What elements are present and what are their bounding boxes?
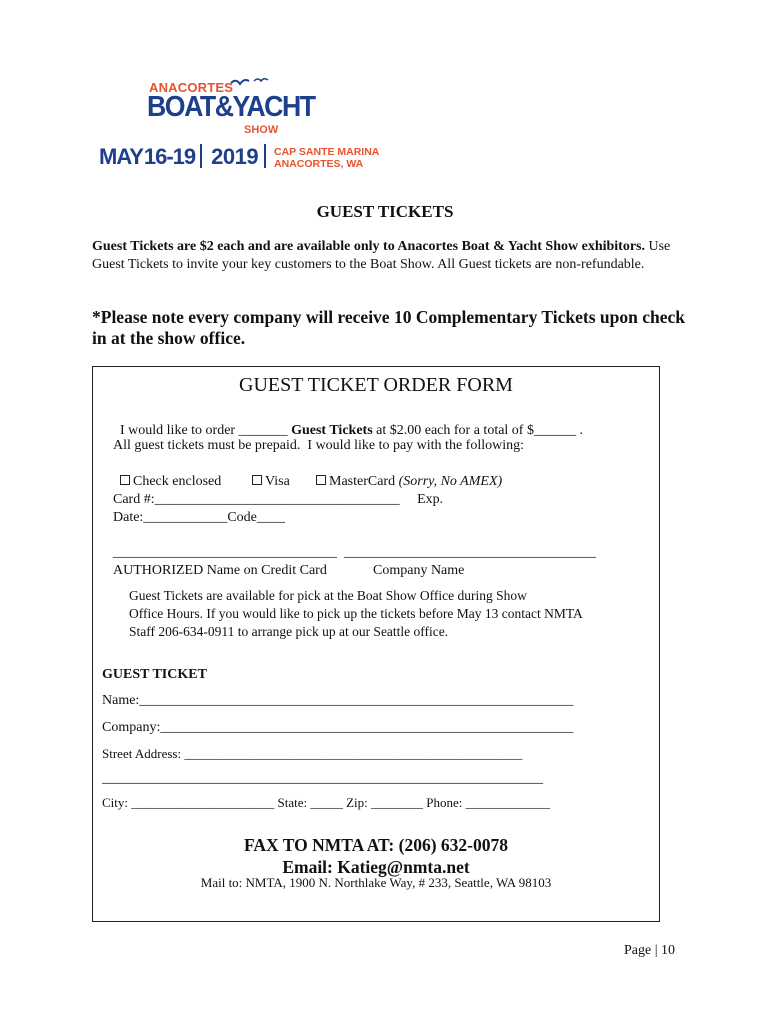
no-amex-note: (Sorry, No AMEX) (398, 474, 503, 489)
visa-option[interactable] (245, 455, 290, 491)
fax-email-block (92, 834, 660, 878)
location-line-1: CAP SANTE MARINA (274, 146, 380, 158)
divider (264, 144, 266, 168)
order-quantity-line[interactable] (113, 404, 583, 440)
order-post: at $2.00 each for a total of $______ . (372, 423, 583, 438)
intro-bold: Guest Tickets are $2 each and are available only to Anacortes Boat & Yacht Show exhibitors. (92, 239, 645, 254)
company-field[interactable]: Company:___________________________________________________________ (102, 720, 574, 735)
card-number-field[interactable]: Card #:___________________________________ Exp. (113, 492, 444, 507)
pickup-line-3: Staff 206-634-0911 to arrange pick up at our Seattle office. (129, 624, 449, 639)
logo-boat-yacht-text: BOAT&YACHT (147, 91, 315, 123)
order-pre: I would like to order _______ (120, 423, 292, 438)
check-label: Check enclosed (133, 474, 222, 489)
mastercard-label: MasterCard (329, 474, 396, 489)
guest-ticket-heading: GUEST TICKET (102, 667, 207, 682)
order-bold: Guest Tickets (291, 423, 373, 438)
intro-rest: Use Guest Tickets to invite your key customers to the Boat Show. All Guest tickets are non-refundable. (92, 239, 671, 272)
signature-lines[interactable]: ________________________________ ____________________________________ (113, 545, 596, 560)
location-line-2: ANACORTES, WA (274, 158, 364, 170)
date-code-field[interactable]: Date:____________Code____ (113, 510, 285, 525)
city-state-zip-phone-field[interactable]: City: ______________________ State: _____ Zip: ________ Phone: _____________ (102, 795, 551, 810)
email-address[interactable]: Email: Katieg@nmta.net (282, 857, 470, 877)
page-number: Page | 10 (624, 943, 676, 958)
divider (200, 144, 202, 168)
fax-number: FAX TO NMTA AT: (206) 632-0078 (244, 835, 508, 855)
show-year: 2019 (211, 144, 259, 169)
page-title: GUEST TICKETS (316, 202, 454, 221)
prepaid-text: All guest tickets must be prepaid. I would like to pay with the following: (113, 438, 524, 453)
pickup-line-1: Guest Tickets are available for pick at the Boat Show Office during Show (129, 588, 527, 603)
payment-options (113, 455, 221, 491)
logo-show-text: SHOW (244, 124, 279, 136)
check-option[interactable] (120, 474, 221, 489)
form-title: GUEST TICKET ORDER FORM (239, 374, 513, 396)
pickup-line-2: Office Hours. If you would like to pick up the tickets before May 13 contact NMTA (129, 606, 583, 621)
checkbox-icon (252, 475, 262, 485)
show-dates (99, 144, 271, 170)
checkbox-icon (120, 475, 130, 485)
show-month: MAY (99, 144, 143, 169)
mail-address: Mail to: NMTA, 1900 N. Northlake Way, # 233, Seattle, WA 98103 (200, 875, 552, 890)
show-days: 16-19 (143, 144, 196, 169)
name-field[interactable]: Name:______________________________________________________________ (102, 693, 574, 708)
mastercard-option[interactable] (309, 455, 502, 491)
show-location (274, 146, 379, 170)
company-name-label: Company Name (373, 563, 465, 578)
complementary-note: *Please note every company will receive 10 Complementary Tickets upon check in at the show office. (92, 307, 685, 348)
visa-label: Visa (265, 474, 290, 489)
logo-anacortes-text: ANACORTES (149, 80, 234, 95)
intro-paragraph (92, 238, 682, 274)
authorized-name-label: AUTHORIZED Name on Credit Card (113, 563, 327, 578)
street-address-field[interactable]: Street Address: ____________________________________________________ (102, 746, 523, 761)
checkbox-icon (316, 475, 326, 485)
address-line-2-field[interactable]: _______________________________________________________________ (102, 771, 543, 786)
